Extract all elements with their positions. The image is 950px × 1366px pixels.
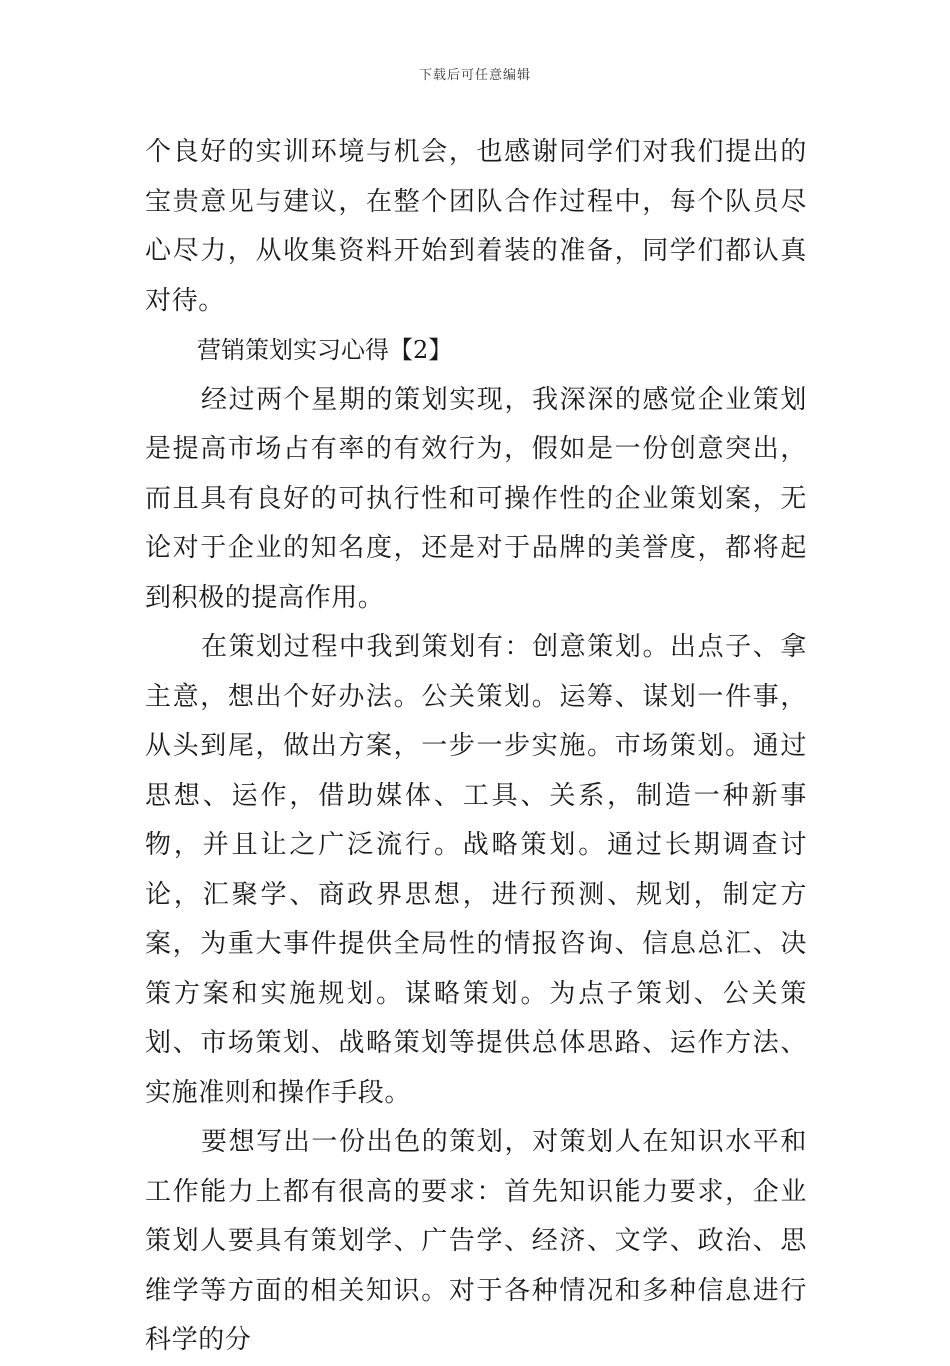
- paragraph-2: 在策划过程中我到策划有：创意策划。出点子、拿主意，想出个好办法。公关策划。运筹、谋划一件事，从头到尾，做出方案，一步一步实施。市场策划。通过思想、运作，借助媒体、工具、关系，制造一种新事物，并且让之广泛流行。战略策划。通过长期调查讨论，汇聚学、商政界思想，进行预测、规划，制定方案，为重大事件提供全局性的情报咨询、信息总汇、决策方案和实施规划。谋略策划。为点子策划、公关策划、市场策划、战略策划等提供总体思路、运作方法、实施准则和操作手段。: [145, 632, 807, 1108]
- paragraph-continued: 个良好的实训环境与机会，也感谢同学们对我们提出的宝贵意见与建议，在整个团队合作过程中，每个队员尽心尽力，从收集资料开始到着装的准备，同学们都认真对待。: [145, 137, 807, 316]
- header-note: 下载后可任意编辑: [418, 68, 531, 83]
- paragraph-1: 经过两个星期的策划实现，我深深的感觉企业策划是提高市场占有率的有效行为，假如是一份创意突出，而且具有良好的可执行性和可操作性的企业策划案，无论对于企业的知名度，还是对于品牌的美誉度，都将起到积极的提高作用。: [145, 384, 807, 613]
- section-heading: 营销策划实习心得【2】: [197, 336, 453, 364]
- paragraph-3: 要想写出一份出色的策划，对策划人在知识水平和工作能力上都有很高的要求：首先知识能力要求，企业策划人要具有策划学、广告学、经济、文学、政治、思维学等方面的相关知识。对于各种情况和多种信息进行科学的分: [145, 1127, 807, 1355]
- document-body: [145, 128, 807, 1366]
